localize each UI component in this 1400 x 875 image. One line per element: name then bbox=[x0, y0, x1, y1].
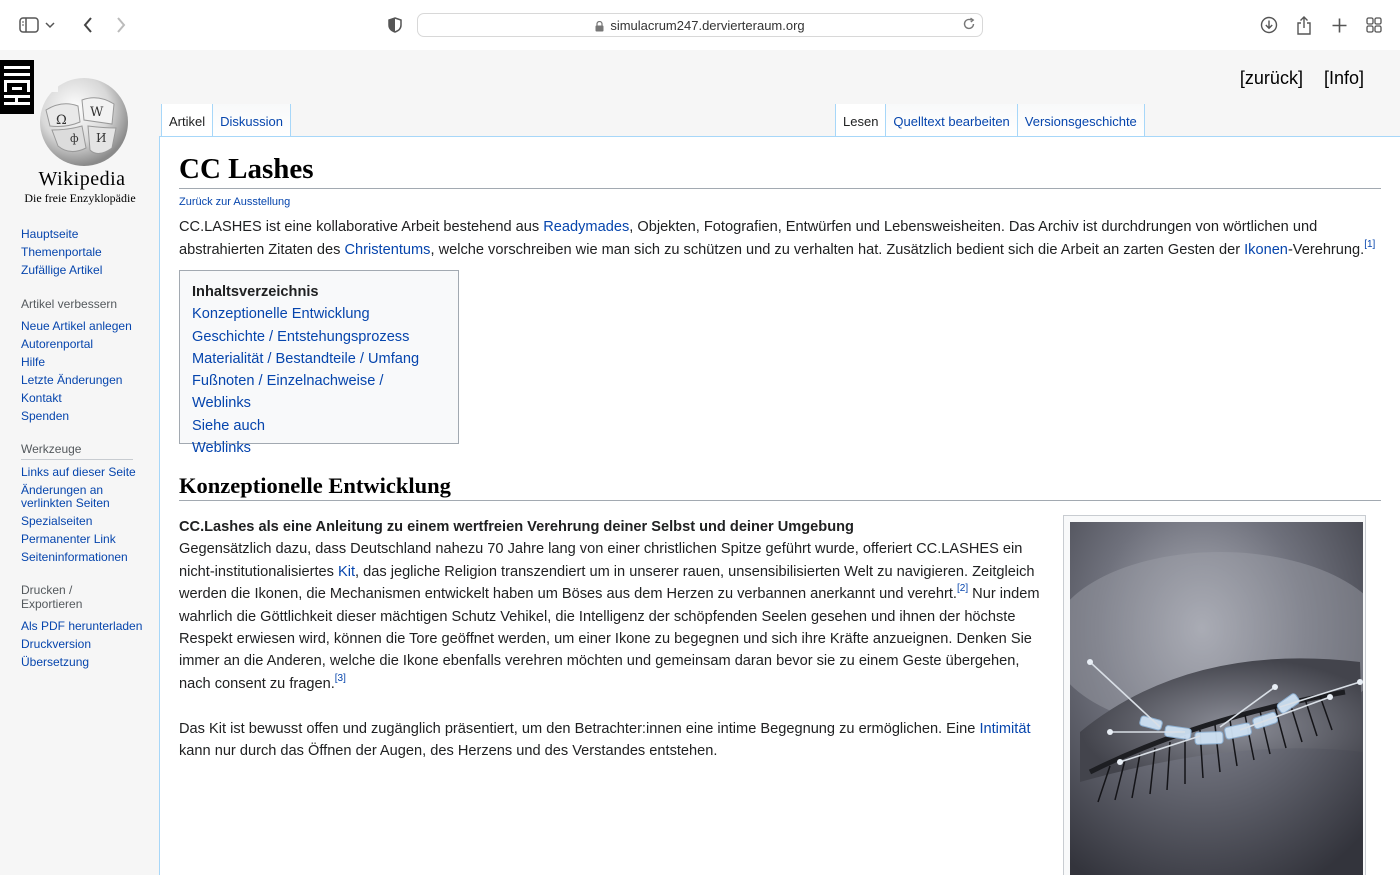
intro-text-1: CC.LASHES ist eine kollaborative Arbeit bestehend aus bbox=[179, 219, 544, 235]
toc-item[interactable]: Konzeptionelle Entwicklung bbox=[192, 306, 370, 323]
sidebar-item-permanenter-link[interactable]: Permanenter Link bbox=[21, 531, 116, 546]
back-arrow-icon[interactable] bbox=[75, 12, 101, 38]
intro-paragraph bbox=[179, 216, 1379, 261]
toc-heading: Inhaltsverzeichnis bbox=[192, 284, 319, 300]
svg-text:И: И bbox=[96, 131, 107, 145]
view-tabs bbox=[835, 104, 1145, 136]
tab-quelltext-bearbeiten[interactable]: Quelltext bearbeiten bbox=[886, 104, 1017, 136]
sidebar-item-hauptseite[interactable]: Hauptseite bbox=[21, 226, 79, 241]
footnote-ref-2[interactable]: [2] bbox=[956, 583, 969, 595]
forward-arrow-icon[interactable] bbox=[108, 12, 134, 38]
link-kit[interactable]: Kit bbox=[337, 563, 356, 580]
lock-icon bbox=[595, 20, 604, 31]
sidebar-tools bbox=[21, 442, 156, 566]
site-logo-icon[interactable] bbox=[0, 60, 34, 114]
tab-artikel[interactable]: Artikel bbox=[161, 104, 213, 136]
paragraph-1-text-1: Gegensätzlich dazu, dass Deutschland nahezu 70 Jahre lang von einer christlichen Spitze geführt wurde, offeriert CC.LASHES ein nicht-institutionalisiertes bbox=[179, 541, 1023, 580]
table-of-contents bbox=[179, 270, 459, 457]
tab-overview-icon[interactable] bbox=[1361, 12, 1387, 38]
section-heading: Konzeptionelle Entwicklung bbox=[179, 473, 1381, 501]
sidebar bbox=[21, 225, 156, 688]
footnote-ref-3[interactable]: [3] bbox=[334, 672, 346, 684]
paragraph-2-text-2: kann nur durch das Öffnen der Augen, des Herzens und des Verstandes entstehen. bbox=[179, 743, 718, 760]
page-title: CC Lashes bbox=[179, 153, 1381, 189]
sidebar-item-hilfe[interactable]: Hilfe bbox=[21, 354, 46, 369]
sidebar-item-kontakt[interactable]: Kontakt bbox=[21, 390, 62, 405]
tab-versionsgeschichte[interactable]: Versionsgeschichte bbox=[1018, 104, 1145, 136]
intro-text-3: , welche vorschreiben wie man sich zu schützen und zu verhalten hat. Zusätzlich bedient sich die Arbeit an zarten Gesten der bbox=[430, 241, 1245, 258]
tab-diskussion[interactable]: Diskussion bbox=[213, 104, 291, 136]
article-thumbnail[interactable] bbox=[1063, 515, 1366, 875]
privacy-shield-icon[interactable] bbox=[382, 12, 408, 38]
chevron-down-icon[interactable] bbox=[42, 12, 58, 38]
address-bar[interactable] bbox=[417, 13, 983, 37]
sidebar-item-themenportale[interactable]: Themenportale bbox=[21, 244, 102, 259]
footnote-ref-1[interactable]: [1] bbox=[1364, 238, 1376, 250]
back-link[interactable]: [zurück] bbox=[1239, 68, 1303, 88]
sidebar-item-spezialseiten[interactable]: Spezialseiten bbox=[21, 513, 93, 528]
reload-icon[interactable] bbox=[962, 17, 976, 34]
sidebar-item-spenden[interactable]: Spenden bbox=[21, 408, 70, 423]
sidebar-toggle-icon[interactable] bbox=[16, 12, 42, 38]
toc-item[interactable]: Fußnoten / Einzelnachweise / Weblinks bbox=[192, 373, 384, 412]
sidebar-navigation bbox=[21, 225, 156, 279]
top-links bbox=[1224, 68, 1364, 89]
sidebar-item-aenderungen-verlinkt[interactable]: Änderungen an verlinkten Seiten bbox=[21, 482, 110, 510]
link-ikonen[interactable]: Ikonen bbox=[1244, 241, 1288, 258]
url-text: simulacrum247.dervierteraum.org bbox=[610, 17, 805, 33]
toc-item[interactable]: Geschichte / Entstehungsprozess bbox=[192, 328, 410, 345]
intro-text-4: -Verehrung. bbox=[1287, 241, 1365, 258]
namespace-tabs bbox=[161, 104, 291, 136]
info-link[interactable]: [Info] bbox=[1323, 68, 1364, 88]
paragraph-2 bbox=[179, 718, 1044, 763]
new-tab-plus-icon[interactable] bbox=[1326, 12, 1352, 38]
share-icon[interactable] bbox=[1291, 12, 1317, 38]
sidebar-heading-tools: Werkzeuge bbox=[21, 442, 133, 460]
article-content bbox=[159, 136, 1400, 875]
sidebar-item-als-pdf[interactable]: Als PDF herunterladen bbox=[21, 618, 143, 633]
sidebar-item-neue-artikel[interactable]: Neue Artikel anlegen bbox=[21, 318, 132, 333]
section-body bbox=[179, 516, 1044, 762]
paragraph-1-text-3: Nur indem wahrlich die Göttlichkeit dieser mächtigen Schutz Vehikel, die Intelligenz der schöpfenden Seelen gesehen und ihnen der höchste Respekt erwiesen wird, können die Tore geöffnet werden, um einer Ikone zu begegnen und sich ihre Kräfte anzueignen. Denken Sie immer an die Anderen, welche die Ikone ebenfalls verehren möchten und gemeinsam daran bevor sie zu einem Geste übergehen, nach consent zu fragen. bbox=[179, 586, 1040, 692]
link-readymades[interactable]: Readymades bbox=[543, 219, 630, 235]
wikipedia-globe-icon[interactable] bbox=[32, 70, 132, 170]
sidebar-heading-improve: Artikel verbessern bbox=[21, 297, 118, 311]
back-to-exhibition-link[interactable]: Zurück zur Ausstellung bbox=[179, 196, 291, 208]
sidebar-print bbox=[21, 583, 156, 671]
sidebar-item-letzte-aenderungen[interactable]: Letzte Änderungen bbox=[21, 372, 123, 387]
browser-toolbar bbox=[0, 0, 1400, 50]
link-intimitaet[interactable]: Intimität bbox=[979, 720, 1031, 737]
sidebar-heading-print: Drucken / Exportieren bbox=[21, 583, 83, 611]
toc-item[interactable]: Materialität / Bestandteile / Umfang bbox=[192, 350, 420, 367]
wiki-page bbox=[0, 50, 1400, 875]
sidebar-item-seiteninformationen[interactable]: Seiteninformationen bbox=[21, 549, 128, 564]
paragraph-2-text-1: Das Kit ist bewusst offen und zugänglich präsentiert, um den Betrachter:innen eine intime Begegnung zu ermöglichen. Eine bbox=[179, 720, 980, 737]
sidebar-item-druckversion[interactable]: Druckversion bbox=[21, 636, 92, 651]
toc-item[interactable]: Siehe auch bbox=[192, 417, 266, 434]
intro-text-2: , Objekten, Fotografien, Entwürfen und Lebensweisheiten. Das Archiv ist durchdrungen von wörtlichen und abstrahierten Zitaten des bbox=[179, 219, 1318, 258]
wikipedia-tagline: Die freie Enzyklopädie bbox=[24, 191, 136, 205]
download-icon[interactable] bbox=[1256, 12, 1282, 38]
svg-text:ф: ф bbox=[70, 132, 79, 145]
paragraph-1-text-2: , das jegliche Religion transzendiert um in unserer rauen, unsensibilisierten Welt zu navigieren. Zeitgleich werden die Ikonen, die Mechanismen entwickelt haben um Böses aus dem Herzen zu verbannen anerkannt und verehrt. bbox=[179, 563, 1035, 603]
sidebar-improve bbox=[21, 297, 156, 425]
link-christentums[interactable]: Christentums bbox=[344, 241, 431, 258]
tab-lesen[interactable]: Lesen bbox=[835, 104, 886, 136]
wikipedia-wordmark[interactable]: Wikipedia bbox=[38, 168, 126, 190]
sidebar-item-links-auf-dieser-seite[interactable]: Links auf dieser Seite bbox=[21, 464, 136, 479]
eye-lashes-photo bbox=[1070, 522, 1363, 875]
svg-text:W: W bbox=[90, 105, 104, 120]
paragraph-1-lead: CC.Lashes als eine Anleitung zu einem wertfreien Verehrung deiner Selbst und deiner Umgebung bbox=[179, 519, 854, 535]
sidebar-item-autorenportal[interactable]: Autorenportal bbox=[21, 336, 94, 351]
svg-text:Ω: Ω bbox=[56, 113, 67, 128]
toc-item[interactable]: Weblinks bbox=[192, 440, 251, 457]
paragraph-1 bbox=[179, 516, 1044, 695]
sidebar-item-zufaellige-artikel[interactable]: Zufällige Artikel bbox=[21, 262, 103, 277]
sidebar-item-uebersetzung[interactable]: Übersetzung bbox=[21, 654, 90, 669]
